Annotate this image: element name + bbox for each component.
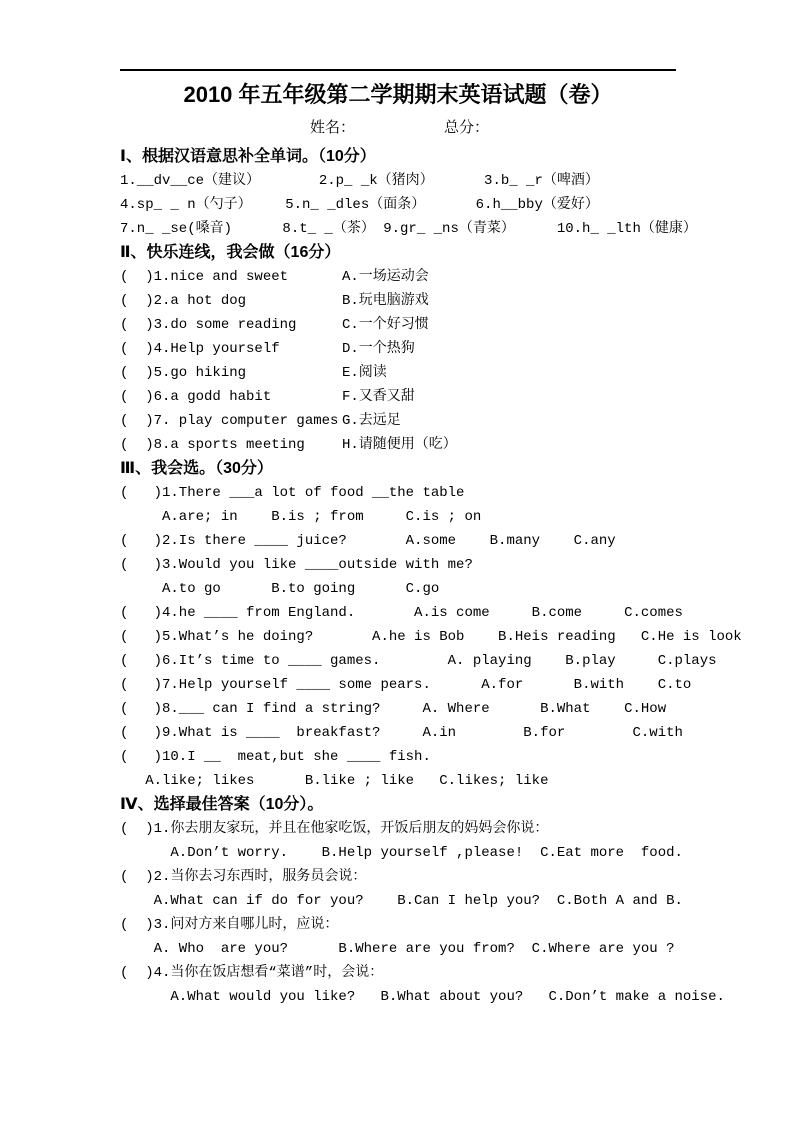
word-fill-line: 7.n_ _se(嗓音) 8.t_ _（茶） 9.gr_ _ns（青菜） 10.h_ _lth（健康） (120, 221, 697, 237)
section-2-heading: Ⅱ、快乐连线，我会做（16分） (120, 244, 341, 261)
match-item-chinese: D.一个热狗 (342, 341, 415, 357)
match-row (120, 313, 714, 337)
scenario-line: ( )2.当你去习东西时，服务员会说： (120, 869, 367, 885)
match-item-chinese: F.又香又甜 (342, 389, 415, 405)
scenario-line: ( )4.当你在饭店想看“菜谱”时，会说： (120, 965, 384, 981)
match-row (120, 361, 714, 385)
scenario-line: A.What would you like? B.What about you? C.Don’t make a noise. (120, 989, 725, 1005)
match-item-english: ( )6.a godd habit (120, 389, 272, 405)
scenario-line: A. Who are you? B.Where are you from? C.Where are you ? (120, 941, 675, 957)
match-item-chinese: G.去远足 (342, 413, 401, 429)
match-row (120, 409, 714, 433)
scenario-line: ( )1.你去朋友家玩，并且在他家吃饭，开饭后朋友的妈妈会你说： (120, 821, 549, 837)
match-item-english: ( )4.Help yourself (120, 341, 280, 357)
choice-line: ( )5.What’s he doing? A.he is Bob B.Heis reading C.He is look (120, 629, 742, 645)
score-label: 总分： (444, 120, 490, 137)
section-1-heading: Ⅰ、根据汉语意思补全单词。（10分） (120, 148, 376, 165)
match-item-english: ( )7. play computer games (120, 413, 339, 429)
scenario-line: ( )3.问对方来自哪儿时，应说： (120, 917, 339, 933)
match-item-english: ( )1.nice and sweet (120, 269, 289, 285)
choice-line: ( )9.What is ____ breakfast? A.in B.for C.with (120, 725, 683, 741)
match-row (120, 385, 714, 409)
student-info-line (120, 117, 714, 141)
section-4-heading: Ⅳ、选择最佳答案（10分）。 (120, 796, 324, 813)
match-item-chinese: H.请随便用（吃） (342, 437, 457, 453)
choice-line: A.are; in B.is ; from C.is ; on (120, 509, 482, 525)
choice-line: ( )2.Is there ____ juice? A.some B.many C.any (120, 533, 616, 549)
choice-line: ( )8.___ can I find a string? A. Where B.What C.How (120, 701, 667, 717)
match-row (120, 433, 714, 457)
choice-line: ( )10.I __ meat,but she ____ fish. (120, 749, 431, 765)
match-item-english: ( )8.a sports meeting (120, 437, 305, 453)
choice-line: ( )3.Would you like ____outside with me? (120, 557, 473, 573)
choice-line: ( )1.There ___a lot of food __the table (120, 485, 465, 501)
scenario-line: A.What can if do for you? B.Can I help you? C.Both A and B. (120, 893, 683, 909)
match-item-english: ( )3.do some reading (120, 317, 297, 333)
header-underline (120, 69, 676, 71)
match-row (120, 337, 714, 361)
choice-line: ( )6.It’s time to ____ games. A. playing B.play C.plays (120, 653, 717, 669)
match-row (120, 289, 714, 313)
scenario-line: A.Don’t worry. B.Help yourself ,please! C.Eat more food. (120, 845, 683, 861)
match-item-english: ( )5.go hiking (120, 365, 247, 381)
choice-line: ( )7.Help yourself ____ some pears. A.for B.with C.to (120, 677, 692, 693)
match-item-english: ( )2.a hot dog (120, 293, 247, 309)
section-3-heading: Ⅲ、我会选。（30分） (120, 460, 273, 477)
match-item-chinese: B.玩电脑游戏 (342, 293, 429, 309)
match-item-chinese: A.一场运动会 (342, 269, 429, 285)
match-row (120, 265, 714, 289)
word-fill-line: 4.sp_ _ n（勺子） 5.n_ _dles（面条） 6.h__bby（爱好） (120, 197, 599, 213)
word-fill-line: 1.__dv__ce（建议） 2.p_ _k（猪肉） 3.b_ _r（啤酒） (120, 173, 599, 189)
match-item-chinese: C.一个好习惯 (342, 317, 429, 333)
choice-line: A.like; likes B.like ; like C.likes; like (120, 773, 549, 789)
name-label: 姓名： (310, 120, 356, 137)
match-item-chinese: E.阅读 (342, 365, 387, 381)
page-title: 2010 年五年级第二学期期末英语试题（卷） (183, 82, 613, 107)
choice-line: A.to go B.to going C.go (120, 581, 440, 597)
choice-line: ( )4.he ____ from England. A.is come B.come C.comes (120, 605, 683, 621)
